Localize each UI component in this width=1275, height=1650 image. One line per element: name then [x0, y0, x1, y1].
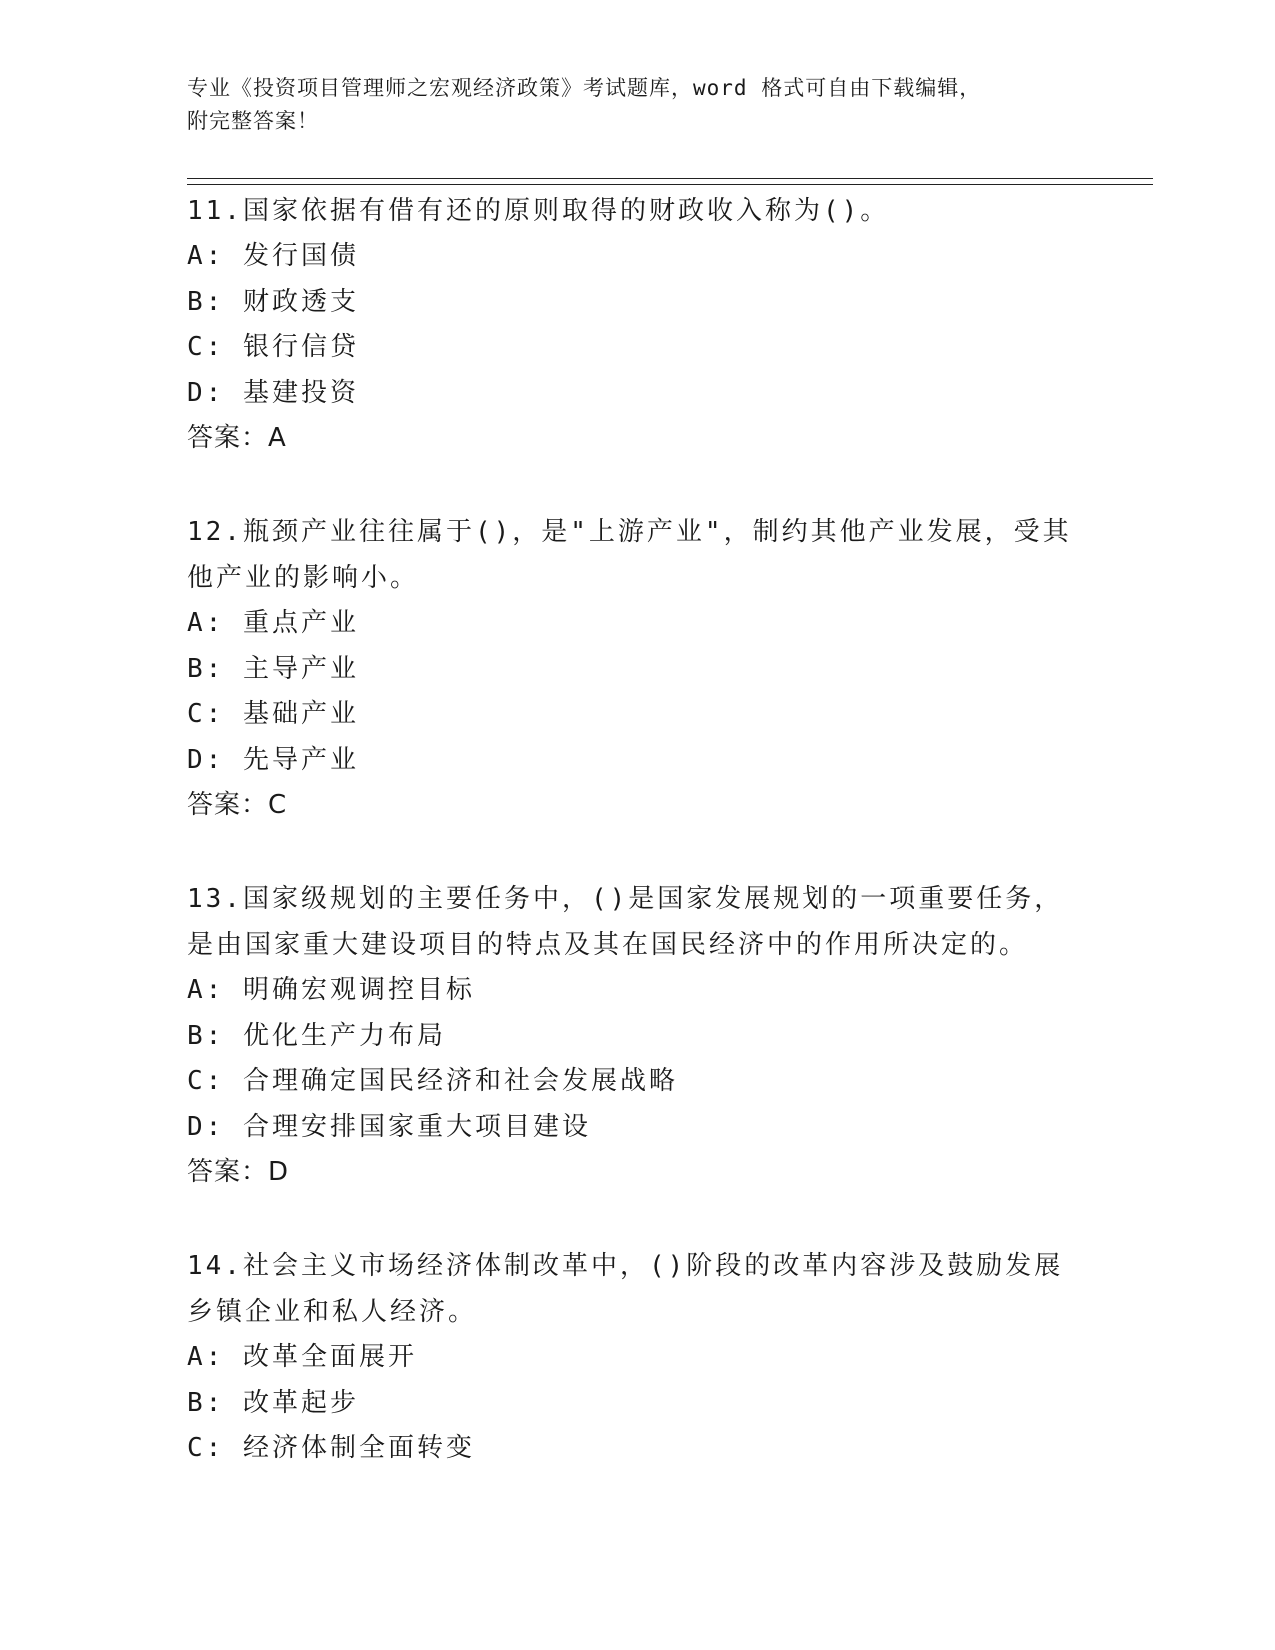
question-text: 14.社会主义市场经济体制改革中，()阶段的改革内容涉及鼓励发展乡镇企业和私人经济。 — [187, 1251, 1064, 1327]
header-line-1: 专业《投资项目管理师之宏观经济政策》考试题库，word 格式可自由下载编辑， — [187, 76, 982, 100]
option-d: D: 先导产业 — [187, 744, 359, 775]
option-b: B: 改革起步 — [187, 1387, 359, 1418]
option-c: C: 经济体制全面转变 — [187, 1433, 475, 1463]
question-14 — [187, 1243, 1087, 1472]
question-text: 12.瓶颈产业往往属于()，是"上游产业"，制约其他产业发展，受其他产业的影响小。 — [187, 517, 1072, 593]
question-13 — [187, 876, 1087, 1195]
question-12 — [187, 509, 1087, 828]
question-list — [187, 188, 1087, 1472]
answer: 答案：C — [187, 790, 288, 820]
option-c: C: 基础产业 — [187, 699, 359, 729]
option-b: B: 财政透支 — [187, 286, 359, 317]
header-divider-bottom — [187, 184, 1153, 185]
question-11 — [187, 188, 1087, 461]
answer: 答案：D — [187, 1157, 290, 1187]
question-text: 11.国家依据有借有还的原则取得的财政收入称为()。 — [187, 196, 890, 226]
option-b: B: 优化生产力布局 — [187, 1020, 446, 1051]
header-line-2: 附完整答案！ — [187, 109, 319, 133]
option-a: A: 发行国债 — [187, 241, 359, 271]
option-b: B: 主导产业 — [187, 653, 359, 684]
option-d: D: 合理安排国家重大项目建设 — [187, 1111, 591, 1142]
header-divider-top — [187, 178, 1153, 179]
option-a: A: 改革全面展开 — [187, 1342, 417, 1372]
option-c: C: 银行信贷 — [187, 332, 359, 362]
question-text: 13.国家级规划的主要任务中，()是国家发展规划的一项重要任务，是由国家重大建设项目的特点及其在国民经济中的作用所决定的。 — [187, 884, 1064, 960]
option-d: D: 基建投资 — [187, 377, 359, 408]
document-header — [187, 72, 1067, 138]
option-c: C: 合理确定国民经济和社会发展战略 — [187, 1066, 678, 1096]
option-a: A: 明确宏观调控目标 — [187, 975, 475, 1005]
option-a: A: 重点产业 — [187, 608, 359, 638]
answer: 答案：A — [187, 423, 287, 453]
